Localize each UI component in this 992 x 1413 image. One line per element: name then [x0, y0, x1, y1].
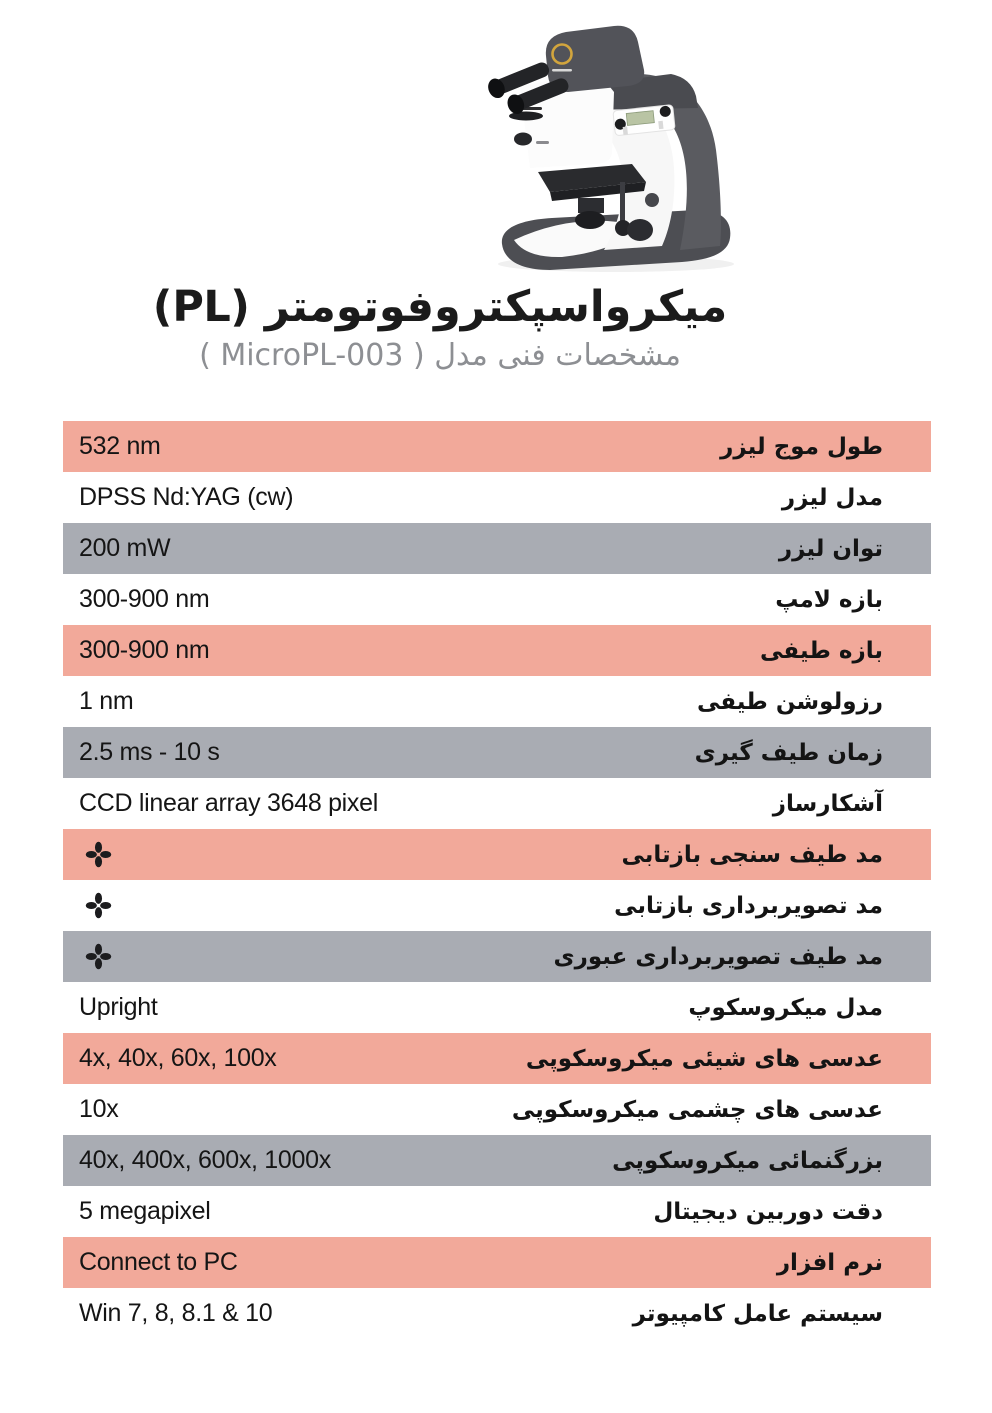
spec-value: 2.5 ms - 10 s: [79, 738, 220, 766]
spec-row: [63, 472, 931, 523]
spec-row: [63, 1288, 931, 1339]
spec-value: 300-900 nm: [79, 636, 210, 664]
spec-label: مدل میکروسکوپ: [688, 994, 883, 1021]
spec-label: مدل لیزر: [781, 484, 883, 511]
spec-label: توان لیزر: [778, 535, 883, 562]
spec-row: [63, 1237, 931, 1288]
spec-row: [63, 1033, 931, 1084]
spec-value: 200 mW: [79, 534, 171, 562]
four-petal-asterisk-icon: [85, 841, 112, 868]
page-title: میکرواسپکتروفوتومتر (PL): [152, 282, 728, 332]
spec-label: مد تصویربرداری بازتابی: [614, 892, 883, 919]
spec-label: بازه لامپ: [775, 586, 883, 613]
spec-row: [63, 727, 931, 778]
body-knob-small: [514, 133, 532, 146]
spec-row: [63, 982, 931, 1033]
spec-label: زمان طیف گیری: [694, 739, 883, 766]
spec-label: دقت دوربین دیجیتال: [653, 1198, 883, 1225]
spec-value: 10x: [79, 1095, 119, 1123]
spec-label: نرم افزار: [776, 1249, 883, 1276]
brand-text-mark: [552, 69, 572, 72]
spec-value: 4x, 40x, 60x, 100x: [79, 1044, 277, 1072]
spec-value: 5 megapixel: [79, 1197, 211, 1225]
spec-value: DPSS Nd:YAG (cw): [79, 483, 294, 511]
spec-value: 1 nm: [79, 687, 134, 715]
spec-label: طول موج لیزر: [720, 433, 883, 460]
spec-row: [63, 523, 931, 574]
arm-knob: [645, 193, 659, 207]
body-slot2: [536, 141, 549, 144]
spec-row: [63, 1186, 931, 1237]
spec-table: [63, 421, 931, 1339]
spec-value: 300-900 nm: [79, 585, 210, 613]
spec-label: بازه طیفی: [760, 637, 883, 664]
lcd-screen: [626, 111, 654, 126]
spec-value: CCD linear array 3648 pixel: [79, 789, 378, 817]
spec-label: عدسی های چشمی میکروسکوپی: [511, 1096, 883, 1123]
spec-label: سیستم عامل کامپیوتر: [632, 1300, 883, 1327]
header-block: [120, 282, 760, 373]
condenser-knob: [575, 211, 605, 229]
spec-row: [63, 574, 931, 625]
spec-row: [63, 829, 931, 880]
spec-value: Win 7, 8, 8.1 & 10: [79, 1299, 273, 1327]
microscope-image: [486, 12, 742, 274]
spec-label: رزولوشن طیفی: [696, 688, 883, 715]
spec-row: [63, 1084, 931, 1135]
spec-label: مد طیف سنجی بازتابی: [621, 841, 883, 868]
spec-label: عدسی های شیئی میکروسکوپی: [525, 1045, 883, 1072]
page-subtitle: مشخصات فنی مدل ( MicroPL-003 ): [199, 337, 681, 373]
focus-rod: [620, 182, 625, 226]
spec-row: [63, 778, 931, 829]
spec-row: [63, 880, 931, 931]
spec-row: [63, 421, 931, 472]
spec-row: [63, 625, 931, 676]
spec-value: 532 nm: [79, 432, 161, 460]
spec-row: [63, 931, 931, 982]
spec-label: مد طیف تصویربرداری عبوری: [553, 943, 883, 970]
focus-knob-large: [627, 219, 653, 241]
spec-value: Upright: [79, 993, 158, 1021]
spec-label: آشکارساز: [772, 790, 883, 817]
spec-row: [63, 1135, 931, 1186]
spec-value: Connect to PC: [79, 1248, 238, 1276]
four-petal-asterisk-icon: [85, 943, 112, 970]
condenser: [578, 198, 604, 213]
spec-row: [63, 676, 931, 727]
four-petal-asterisk-icon: [85, 892, 112, 919]
spec-value: 40x, 400x, 600x, 1000x: [79, 1146, 331, 1174]
spec-label: بزرگنمائی میکروسکوپی: [612, 1147, 883, 1174]
